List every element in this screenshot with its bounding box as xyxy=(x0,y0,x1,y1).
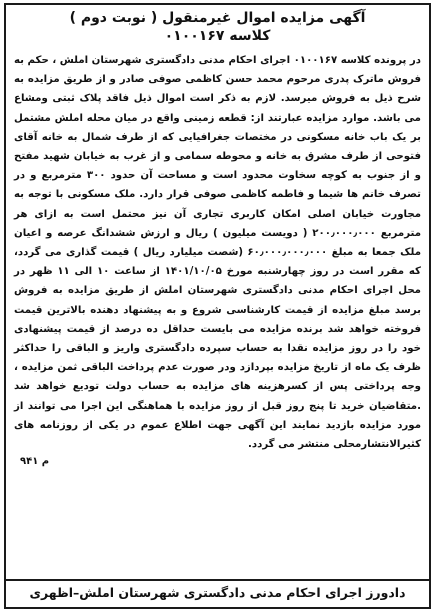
notice-frame xyxy=(4,3,431,609)
notice-footer: دادورز اجرای احکام مدنی دادگستری شهرستان املش–اظهری xyxy=(6,579,429,607)
notice-body: در پرونده کلاسه ۰۱۰۰۱۶۷ اجرای احکام مدنی دادگستری شهرستان املش ، حکم به فروش ماترک پدری مرحوم محمد حسن کاظمی صوفی صادر و از طریق مزایده به شرح ذیل به فروش میرسد. لازم به ذکر است اموال ذیل فاقد پلاک ثبتی ومشاع می باشد. موارد مزایده عبارتند از: قطعه زمینی واقع در میان محله املش مشتمل بر یک باب خانه مسکونی در مختصات جغرافیایی که از طرف شمال به خانه آقای فتوحی از طرف مشرق به خانه و محوطه سمامی و از غرب به خیابان شهید مفتح و از جنوب به کوچه سخاوت محدود است و مساحت آن حدود ۳۰۰ مترمربع و در تصرف خانم ها شیما و فاطمه کاظمی صوفی قرار دارد. ملک مسکونی با توجه به مجاورت خیابان اصلی امکان کاربری تجاری آن نیز محتمل است به ازای هر مترمربع ۲۰۰٫۰۰۰٫۰۰۰ ( دویست میلیون ) ریال و ارزش ششدانگ عرصه و اعیان ملک جمعا به مبلغ ۶۰٫۰۰۰٫۰۰۰٫۰۰۰ (شصت میلیارد ریال ) قیمت گذاری می گردد، که مقرر است در روز چهارشنبه مورخ ۱۴۰۱/۱۰/۰۵ از ساعت ۱۰ الی ۱۱ ظهر در محل اجرای احکام مدنی دادگستری شهرستان املش از طریق مزایده به فروش برسد مبلغ مزایده از قیمت کارشناسی شروع و به پیشنهاد دهنده بالاترین قیمت فروخته خواهد شد برنده مزایده می بایست حداقل ده درصد از قیمت پیشنهادی خود را در روز مزایده نقدا به حساب سپرده دادگستری واریز و الباقی را حداکثر ظرف یک ماه از تاریخ مزایده بپردازد ودر صورت عدم پرداخت الباقی ثمن مزایده ، وجه پرداختی پس از کسرهزینه های مزایده به حساب دولت تودیع خواهد شد .متقاضیان خرید تا پنج روز قبل از روز مزایده با هماهنگی این اجرا می توانند از مورد مزایده بازدید نمایند این آگهی جهت اطلاع عموم در یکی از روزنامه های کثیرالانتشارمحلی منتشر می گردد. xyxy=(14,55,422,451)
notice-title: آگهی مزایده اموال غیرمنقول ( نوبت دوم ) xyxy=(69,10,366,26)
case-number: کلاسه ۰۱۰۰۱۶۷ xyxy=(164,28,271,44)
reference-number: م ۹۴۱ xyxy=(20,456,50,468)
